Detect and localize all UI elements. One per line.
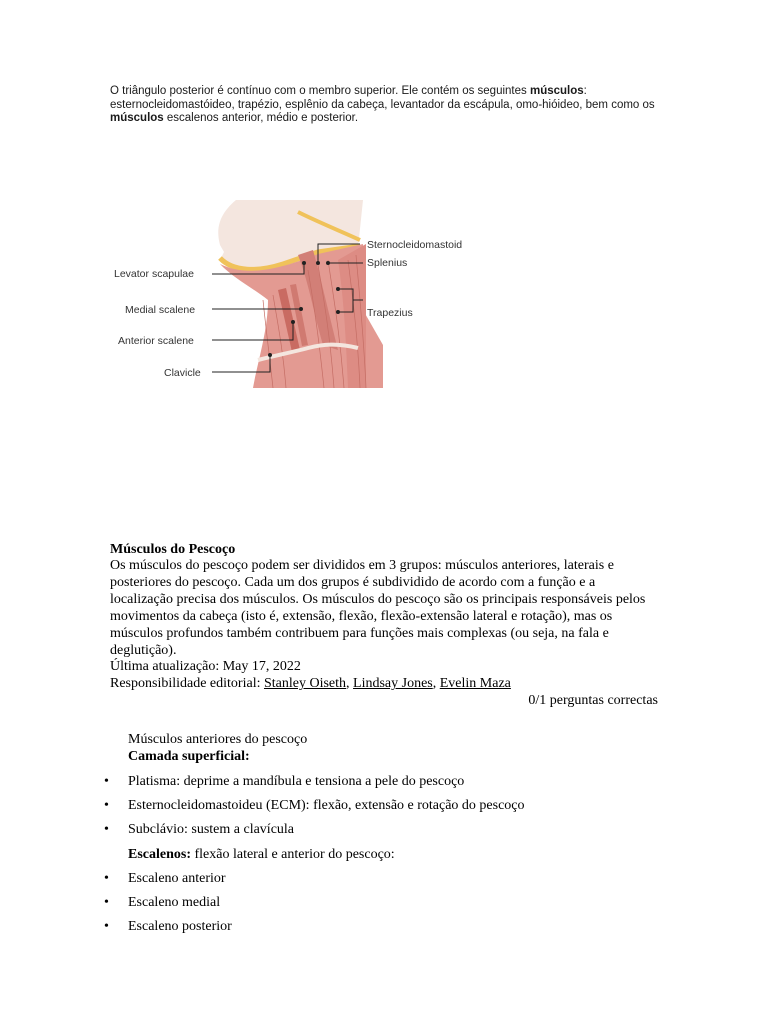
quiz-score: 0/1 perguntas correctas <box>528 693 658 708</box>
superficial-layer-title: Camada superficial: <box>128 748 250 764</box>
intro-text-1: O triângulo posterior é contínuo com o membro superior. Ele contém os seguintes <box>110 85 530 97</box>
bullet-icon: • <box>104 895 109 910</box>
editorial-label: Responsibilidade editorial: <box>110 676 264 692</box>
author-link-evelin-maza[interactable]: Evelin Maza <box>439 676 511 692</box>
last-updated: Última atualização: May 17, 2022 <box>110 659 301 675</box>
list-item-text: Esternocleidomastoideu (ECM): flexão, extensão e rotação do pescoço <box>128 798 525 813</box>
bullet-icon: • <box>104 919 109 934</box>
editorial-line: Responsibilidade editorial: Stanley Oiseth, Lindsay Jones, Evelin Maza <box>110 676 511 692</box>
label-sternocleidomastoid: Sternocleidomastoid <box>367 239 463 251</box>
bullet-icon: • <box>104 774 109 789</box>
list-item-text: Escaleno medial <box>128 895 221 910</box>
label-anterior-scalene: Anterior scalene <box>118 335 194 347</box>
list-item-text: Escaleno posterior <box>128 919 232 934</box>
scalenes-desc: flexão lateral e anterior do pescoço: <box>191 847 395 862</box>
scalenes-line <box>128 847 395 864</box>
author-link-stanley-oiseth[interactable]: Stanley Oiseth <box>263 676 347 692</box>
intro-paragraph <box>110 85 670 126</box>
intro-bold-2: músculos <box>110 112 164 124</box>
list-item-text: Escaleno anterior <box>128 871 226 886</box>
intro-text-3: escalenos anterior, médio e posterior. <box>163 112 359 124</box>
label-trapezius: Trapezius <box>367 307 413 319</box>
label-medial-scalene: Medial scalene <box>125 304 196 316</box>
scalenes-title: Escalenos: <box>128 847 191 862</box>
neck-muscles-illustration <box>108 160 483 388</box>
anterior-muscles-title: Músculos anteriores do pescoço <box>128 732 308 747</box>
article-body: Os músculos do pescoço podem ser divididos em 3 grupos: músculos anteriores, laterais e posteriores do pescoço. Cada um dos grupos é subdividido de acordo com a função e a localização precisa dos músculos. Os músculos do pescoço são os principais responsáveis pelos movimentos da cabeça (isto é, extensão, flexão, flexão-extensão lateral e rotação), mas os músculos profundos também contribuem para funções mais complexas (ou seja, na fala e deglutição). <box>110 558 646 658</box>
label-clavicle: Clavicle <box>164 367 201 379</box>
intro-text-2: : esternocleidomastóideo, trapézio, esplênio da cabeça, levantador da escápula, omo-hióideo, bem como os <box>110 85 655 111</box>
bullet-icon: • <box>104 822 109 837</box>
bullet-icon: • <box>104 798 109 813</box>
article-heading: Músculos do Pescoço <box>110 542 236 557</box>
label-levator-scapulae: Levator scapulae <box>114 268 194 280</box>
bullet-icon: • <box>104 871 109 886</box>
author-link-lindsay-jones[interactable]: Lindsay Jones <box>353 676 433 692</box>
list-item-text: Platisma: deprime a mandíbula e tensiona a pele do pescoço <box>128 774 465 789</box>
anterior-muscles-block <box>128 732 688 766</box>
list-item-text: Subclávio: sustem a clavícula <box>128 822 295 837</box>
label-splenius: Splenius <box>367 257 408 269</box>
article-section <box>110 541 660 693</box>
intro-bold-1: músculos <box>529 85 584 97</box>
